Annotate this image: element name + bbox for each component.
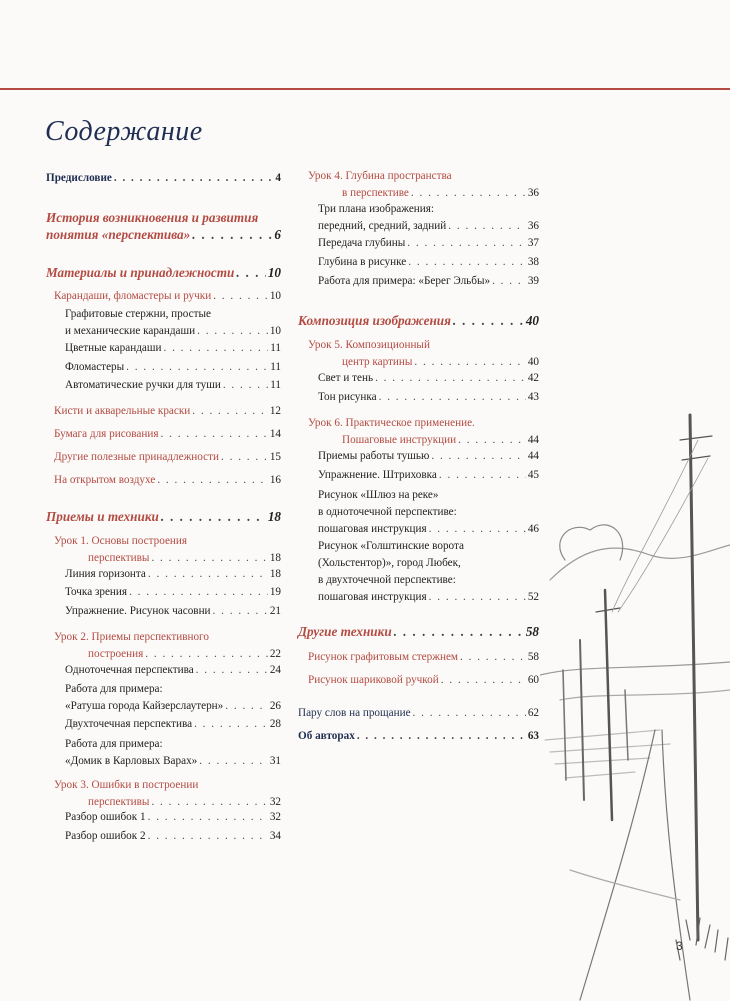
toc-page-number: 18: [267, 509, 281, 524]
toc-entry: [298, 705, 539, 722]
toc-entry: [54, 403, 281, 420]
toc-entry: [46, 508, 281, 525]
dot-leader: [407, 235, 526, 252]
toc-entry-text: Фломастеры: [65, 361, 125, 373]
toc-entry-text: передний, средний, задний: [318, 220, 447, 232]
toc-entry-text: Урок 2. Приемы перспективного: [54, 631, 209, 643]
toc-page-number: 14: [269, 428, 281, 440]
toc-page-number: 36: [527, 187, 539, 199]
dot-leader: [213, 603, 268, 620]
dot-leader: [379, 389, 526, 406]
dot-leader: [394, 623, 524, 640]
toc-entry: [318, 467, 539, 484]
toc-page-number: 24: [269, 664, 281, 676]
pencil-landscape-sketch: [540, 400, 730, 1001]
toc-entry: [318, 448, 539, 465]
toc-entry: [46, 264, 281, 281]
dot-leader: [161, 508, 266, 525]
dot-leader: [148, 828, 268, 845]
toc-entry-text: Урок 3. Ошибки в построении: [54, 779, 199, 791]
toc-page-number: 42: [527, 372, 539, 384]
toc-entry: [65, 584, 281, 601]
dot-leader: [151, 550, 267, 567]
dot-leader: [439, 467, 526, 484]
toc-entry-text: построения: [88, 648, 144, 660]
page-number: 3: [676, 939, 683, 953]
toc-entry: [65, 828, 281, 845]
toc-entry-text: (Хольстентор)», город Любек,: [318, 557, 461, 569]
toc-page-number: 31: [269, 755, 281, 767]
toc-page-number: 15: [269, 451, 281, 463]
toc-entry-text: Передача глубины: [318, 237, 406, 249]
dot-leader: [460, 649, 526, 666]
toc-entry: [65, 359, 281, 376]
toc-entry-text: Другие полезные принадлежности: [54, 451, 220, 463]
toc-entry-text: Упражнение. Штриховка: [318, 469, 437, 481]
toc-entry-text: понятия «перспектива»: [46, 227, 191, 242]
dot-leader: [453, 312, 524, 329]
toc-page-number: 34: [269, 830, 281, 842]
dot-leader: [236, 264, 265, 281]
dot-leader: [458, 432, 526, 449]
toc-page-number: 36: [527, 220, 539, 232]
toc-entry: [318, 389, 539, 406]
toc-page-number: 40: [525, 313, 539, 328]
dot-leader: [163, 340, 268, 357]
toc-page-number: 12: [269, 405, 281, 417]
toc-entry: [65, 566, 281, 583]
toc-page-number: 44: [527, 450, 539, 462]
toc-entry-text: Материалы и принадлежности: [46, 265, 235, 280]
toc-page-number: 10: [269, 325, 281, 337]
dot-leader: [414, 354, 525, 371]
toc-page-number: 21: [269, 605, 281, 617]
toc-page-number: 37: [527, 237, 539, 249]
toc-page-number: 32: [269, 811, 281, 823]
toc-entry-text: Пошаговые инструкции: [342, 434, 457, 446]
toc-page-number: 4: [275, 172, 281, 184]
toc-entry: [46, 209, 281, 243]
toc-entry: [308, 168, 539, 202]
dot-leader: [492, 273, 526, 290]
toc-entry: [308, 337, 539, 371]
toc-page-number: 52: [527, 591, 539, 603]
toc-entry: [308, 649, 539, 666]
toc-entry-text: перспективы: [88, 796, 150, 808]
toc-entry-text: пошаговая инструкция: [318, 523, 427, 535]
toc-page-number: 44: [527, 434, 539, 446]
toc-page-number: 43: [527, 391, 539, 403]
toc-page-number: 39: [527, 275, 539, 287]
toc-entry: [318, 273, 539, 290]
toc-entry-text: Кисти и акварельные краски: [54, 405, 191, 417]
toc-entry-text: Урок 1. Основы построения: [54, 535, 188, 547]
dot-leader: [192, 226, 272, 243]
toc-entry: [318, 235, 539, 252]
toc-entry-text: Автоматические ручки для туши: [65, 379, 221, 391]
toc-page-number: 58: [527, 651, 539, 663]
toc-page-number: 10: [267, 265, 281, 280]
toc-entry-text: Рисунок графитовым стержнем: [308, 651, 459, 663]
toc-page-number: 10: [269, 290, 281, 302]
top-rule: [0, 88, 730, 90]
toc-entry-text: На открытом воздухе: [54, 474, 156, 486]
toc-entry-text: Цветные карандаши: [65, 342, 162, 354]
toc-entry-text: Рисунок «Голштинские ворота: [318, 540, 464, 552]
toc-entry: [318, 487, 539, 538]
dot-leader: [448, 218, 526, 235]
toc-entry-text: Карандаши, фломастеры и ручки: [54, 290, 212, 302]
toc-entry-text: Разбор ошибок 1: [65, 811, 146, 823]
toc-page-number: 38: [527, 256, 539, 268]
toc-entry-text: История возникновения и развития: [46, 210, 259, 225]
toc-page-number: 18: [269, 568, 281, 580]
dot-leader: [225, 698, 268, 715]
dot-leader: [357, 728, 526, 745]
toc-entry-text: в одноточечной перспективе:: [318, 506, 457, 518]
toc-entry-text: Рисунок шариковой ручкой: [308, 674, 439, 686]
toc-entry: [65, 736, 281, 770]
toc-entry-text: Бумага для рисования: [54, 428, 159, 440]
toc-entry-text: пошаговая инструкция: [318, 591, 427, 603]
toc-page-number: 58: [525, 624, 539, 639]
toc-entry-text: «Ратуша города Кайзерслаутерн»: [65, 700, 224, 712]
dot-leader: [126, 359, 268, 376]
dot-leader: [199, 753, 268, 770]
toc-page-number: 40: [527, 356, 539, 368]
toc-entry: [54, 449, 281, 466]
dot-leader: [148, 566, 268, 583]
dot-leader: [196, 662, 268, 679]
toc-entry: [54, 777, 281, 811]
toc-entry-text: Приемы и техники: [46, 509, 159, 524]
toc-entry-text: Упражнение. Рисунок часовни: [65, 605, 211, 617]
toc-entry: [298, 623, 539, 640]
dot-leader: [213, 288, 268, 305]
toc-page-number: 46: [527, 523, 539, 535]
dot-leader: [114, 170, 274, 187]
toc-entry-text: Одноточечная перспектива: [65, 664, 194, 676]
toc-entry-text: в двухточечной перспективе:: [318, 574, 456, 586]
toc-entry-text: и механические карандаши: [65, 325, 196, 337]
dot-leader: [197, 323, 268, 340]
toc-entry-text: Урок 5. Композиционный: [308, 339, 430, 351]
toc-page-number: 26: [269, 700, 281, 712]
toc-page-number: 19: [269, 586, 281, 598]
toc-entry-text: Работа для примера:: [65, 683, 163, 695]
toc-entry: [65, 377, 281, 394]
page-title: Содержание: [45, 116, 203, 147]
toc-page-number: 6: [274, 227, 281, 242]
dot-leader: [441, 672, 526, 689]
toc-page-number: 63: [527, 730, 539, 742]
toc-page-number: 18: [269, 552, 281, 564]
dot-leader: [413, 705, 526, 722]
toc-entry-text: «Домик в Карловых Варах»: [65, 755, 198, 767]
toc-entry: [298, 728, 539, 745]
toc-entry: [54, 288, 281, 305]
dot-leader: [148, 809, 268, 826]
dot-leader: [145, 646, 268, 663]
toc-page-number: 62: [527, 707, 539, 719]
toc-entry-text: Урок 4. Глубина пространства: [308, 170, 452, 182]
toc-entry-text: Работа для примера:: [65, 738, 163, 750]
toc-entry: [54, 629, 281, 663]
toc-entry-text: Глубина в рисунке: [318, 256, 407, 268]
dot-leader: [223, 377, 268, 394]
dot-leader: [192, 403, 268, 420]
toc-page-number: 16: [269, 474, 281, 486]
toc-entry-text: Работа для примера: «Берег Эльбы»: [318, 275, 491, 287]
toc-entry: [65, 603, 281, 620]
dot-leader: [194, 716, 268, 733]
toc-entry: [308, 672, 539, 689]
toc-page-number: 11: [270, 361, 281, 373]
toc-entry-text: в перспективе: [342, 187, 409, 199]
dot-leader: [429, 589, 526, 606]
toc-entry-text: Урок 6. Практическое применение.: [308, 417, 475, 429]
dot-leader: [129, 584, 268, 601]
toc-entry: [318, 254, 539, 271]
toc-page-number: 60: [527, 674, 539, 686]
toc-entry: [298, 312, 539, 329]
toc-entry-text: центр картины: [342, 356, 413, 368]
toc-entry-text: Свет и тень: [318, 372, 374, 384]
toc-page-number: 22: [269, 648, 281, 660]
toc-entry: [318, 370, 539, 387]
toc-entry-text: Графитовые стержни, простые: [65, 308, 211, 320]
dot-leader: [431, 448, 525, 465]
dot-leader: [411, 185, 526, 202]
toc-page-number: 45: [527, 469, 539, 481]
toc-entry: [65, 809, 281, 826]
dot-leader: [221, 449, 268, 466]
toc-entry-text: Двухточечная перспектива: [65, 718, 193, 730]
toc-entry-text: Приемы работы тушью: [318, 450, 430, 462]
toc-entry-text: Три плана изображения:: [318, 203, 435, 215]
toc-entry-text: Линия горизонта: [65, 568, 146, 580]
toc-entry: [318, 201, 539, 235]
dot-leader: [157, 472, 268, 489]
toc-entry: [54, 472, 281, 489]
toc-entry-text: Разбор ошибок 2: [65, 830, 146, 842]
toc-entry: [65, 306, 281, 340]
toc-entry: [308, 415, 539, 449]
toc-entry-text: Другие техники: [298, 624, 392, 639]
toc-entry-text: перспективы: [88, 552, 150, 564]
toc-entry: [65, 340, 281, 357]
toc-entry: [65, 716, 281, 733]
dot-leader: [429, 521, 526, 538]
toc-entry-text: Об авторах: [298, 730, 355, 742]
toc-entry-text: Тон рисунка: [318, 391, 377, 403]
toc-entry-text: Предисловие: [46, 172, 112, 184]
toc-entry: [54, 426, 281, 443]
dot-leader: [375, 370, 526, 387]
toc-entry: [65, 681, 281, 715]
toc-page-number: 11: [270, 342, 281, 354]
toc-entry: [54, 533, 281, 567]
toc-entry-text: Композиция изображения: [298, 313, 451, 328]
toc-entry-text: Пару слов на прощание: [298, 707, 411, 719]
toc-entry: [318, 538, 539, 606]
toc-entry: [46, 170, 281, 187]
dot-leader: [408, 254, 526, 271]
dot-leader: [161, 426, 268, 443]
toc-page-number: 28: [269, 718, 281, 730]
toc-entry: [65, 662, 281, 679]
toc-page-number: 11: [270, 379, 281, 391]
toc-page-number: 32: [269, 796, 281, 808]
toc-entry-text: Рисунок «Шлюз на реке»: [318, 489, 439, 501]
toc-entry-text: Точка зрения: [65, 586, 128, 598]
